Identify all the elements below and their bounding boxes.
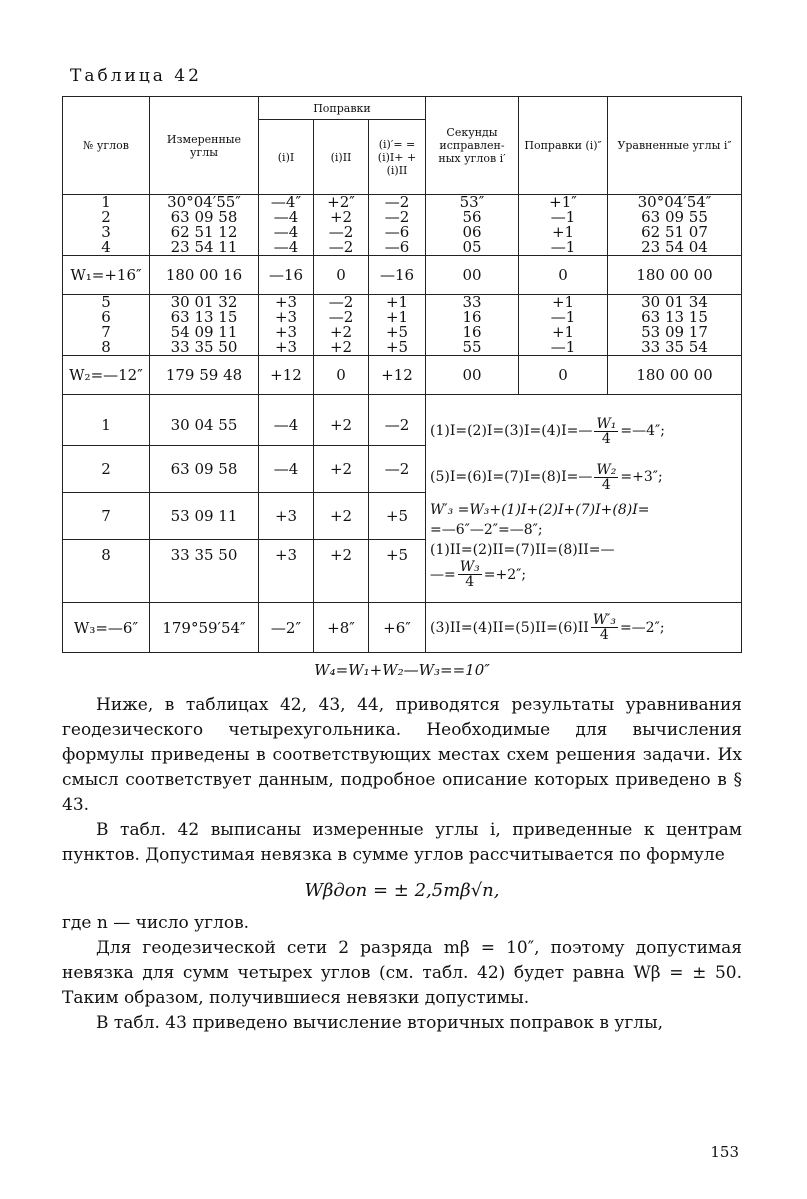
cell-n: 2: [63, 446, 150, 493]
cell-c2: +2: [314, 493, 369, 540]
sum-row-2: [63, 356, 742, 395]
cell-corr: +1 —1 +1 —1: [519, 295, 608, 356]
cell-c3: +5: [369, 493, 426, 540]
formula-7: (3)II=(4)II=(5)II=(6)II $\frac{\text{W′₃}}{4}$ =—2″;: [426, 603, 742, 653]
cell-c3: +5: [369, 540, 426, 603]
cell-sec: 00: [426, 256, 519, 295]
cell-n: 8: [63, 540, 150, 603]
cell-measured: 179 59 48: [150, 356, 259, 395]
header-n: № углов: [63, 97, 150, 195]
cell-c3: —2: [369, 395, 426, 446]
cell-c3: —16: [369, 256, 426, 295]
formula-2: (5)I=(6)I=(7)I=(8)I=— $\frac{\text{W₂}}{4}$ =+3″;: [430, 461, 663, 493]
cell-c1: +3 +3 +3 +3: [259, 295, 314, 356]
cell-c3: +6″: [369, 603, 426, 653]
cell-n: 5 6 7 8: [63, 295, 150, 356]
sum-row-1: [63, 256, 742, 295]
paragraph-2: В табл. 42 выписаны измеренные углы i, приведенные к центрам пунктов. Допустимая невязка в сумме углов рассчитывается по формуле: [62, 820, 742, 865]
cell-c1: —4: [259, 395, 314, 446]
paragraph-1: Ниже, в таблицах 42, 43, 44, приводятся результаты уравнивания геодезического четырехугольника. Необходимые для вычисления формулы приведены в соответствующих местах схем решения задачи. Их смысл соответствует данным, подробное описание которых приведено в § 43.: [62, 695, 742, 815]
group-3-row: [63, 395, 742, 446]
cell-c1: —2″: [259, 603, 314, 653]
cell-sec: 33 16 16 55: [426, 295, 519, 356]
cell-measured: 30 04 55: [150, 395, 259, 446]
cell-w: W₂=—12″: [63, 356, 150, 395]
paragraph-5: В табл. 43 приведено вычисление вторичных поправок в углы,: [96, 1013, 664, 1033]
cell-adj: 180 00 00: [608, 356, 742, 395]
header-corr2: Поправки (i)″: [519, 97, 608, 195]
paragraph-4: Для геодезической сети 2 разряда mβ = 10″, поэтому допустимая невязка для сумм четырех углов (см. табл. 42) будет равна Wβ = ± 50. Таким образом, получившиеся невязки допустимы.: [62, 938, 742, 1008]
header-adjusted: Уравненные углы i″: [608, 97, 742, 195]
cell-w: W₁=+16″: [63, 256, 150, 295]
cell-n: 7: [63, 493, 150, 540]
page-number: 153: [710, 1143, 739, 1161]
cell-corr: +1″ —1 +1 —1: [519, 195, 608, 256]
cell-c2: +2: [314, 540, 369, 603]
cell-measured: 53 09 11: [150, 493, 259, 540]
cell-c2: 0: [314, 356, 369, 395]
formula-5: (1)II=(2)II=(7)II=(8)II=—: [430, 542, 615, 558]
cell-measured: 63 09 58: [150, 446, 259, 493]
cell-measured: 30°04′55″ 63 09 58 62 51 12 23 54 11: [150, 195, 259, 256]
cell-adj: 180 00 00: [608, 256, 742, 295]
cell-c1: —4: [259, 446, 314, 493]
table-42: [62, 96, 742, 653]
header-isum: (i)′= =(i)I+ +(i)II: [369, 120, 426, 195]
paragraph-3: где n — число углов.: [62, 913, 250, 933]
cell-c1: +3: [259, 493, 314, 540]
group-2: [63, 295, 742, 356]
header-i2: (i)II: [314, 120, 369, 195]
formula-1: (1)I=(2)I=(3)I=(4)I=— $\frac{\text{W₁}}{4}$ =—4″;: [430, 415, 665, 447]
cell-n: 1 2 3 4: [63, 195, 150, 256]
table-caption: Таблица 42: [70, 66, 202, 86]
cell-c1: —16: [259, 256, 314, 295]
cell-c1: +12: [259, 356, 314, 395]
cell-c2: +2″ +2 —2 —2: [314, 195, 369, 256]
cell-c2: +2: [314, 446, 369, 493]
header-i1: (i)I: [259, 120, 314, 195]
cell-w: W₃=—6″: [63, 603, 150, 653]
cell-c3: +1 +1 +5 +5: [369, 295, 426, 356]
cell-c1: —4″ —4 —4 —4: [259, 195, 314, 256]
cell-adj: 30°04′54″ 63 09 55 62 51 07 23 54 04: [608, 195, 742, 256]
cell-c3: —2 —2 —6 —6: [369, 195, 426, 256]
cell-adj: 30 01 34 63 13 15 53 09 17 33 35 54: [608, 295, 742, 356]
cell-n: 1: [63, 395, 150, 446]
formula-3: W′₃ =W₃+(1)I+(2)I+(7)I+(8)I=: [430, 502, 650, 518]
header-seconds: Секунды исправлен- ных углов i′: [426, 97, 519, 195]
cell-c2: —2 —2 +2 +2: [314, 295, 369, 356]
cell-sec: 53″ 56 06 05: [426, 195, 519, 256]
cell-measured: 179°59′54″: [150, 603, 259, 653]
cell-c2: +2: [314, 395, 369, 446]
page: [62, 60, 742, 1036]
header-corrections: Поправки: [259, 97, 426, 120]
cell-sec: 00: [426, 356, 519, 395]
cell-c1: +3: [259, 540, 314, 603]
w4-formula: W₄=W₁+W₂—W₃==10″: [314, 661, 490, 679]
group-1: [63, 195, 742, 256]
cell-corr: 0: [519, 256, 608, 295]
cell-corr: 0: [519, 356, 608, 395]
header-measured: Измеренные углы: [150, 97, 259, 195]
formula-6: —= $\frac{\text{W₃}}{4}$ =+2″;: [430, 559, 527, 590]
cell-c3: —2: [369, 446, 426, 493]
cell-measured: 33 35 50: [150, 540, 259, 603]
cell-c3: +12: [369, 356, 426, 395]
cell-c2: +8″: [314, 603, 369, 653]
cell-measured: 180 00 16: [150, 256, 259, 295]
tolerance-formula: Wβдоп = ± 2,5mβ√n,: [304, 880, 500, 901]
formula-4: =—6″—2″=—8″;: [430, 522, 543, 538]
sum-row-3: [63, 603, 742, 653]
formula-block: [426, 395, 742, 603]
cell-c2: 0: [314, 256, 369, 295]
cell-measured: 30 01 32 63 13 15 54 09 11 33 35 50: [150, 295, 259, 356]
